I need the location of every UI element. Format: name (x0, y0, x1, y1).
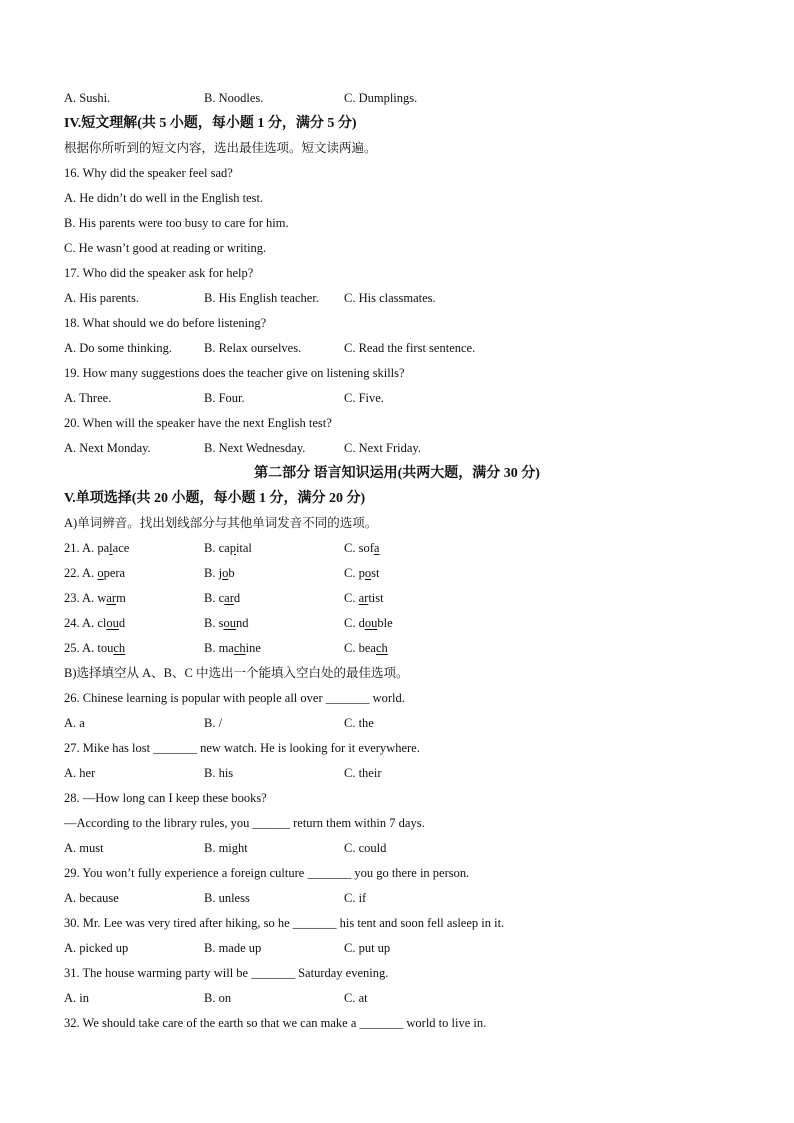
word-prefix: cl (97, 616, 107, 630)
word-prefix: tou (97, 641, 114, 655)
option-a (64, 611, 125, 636)
option-c: C. put up (344, 941, 391, 955)
option-b: B. His parents were too busy to care for him. (64, 216, 289, 230)
word-suffix: ble (377, 616, 393, 630)
word-prefix: B. s (204, 616, 224, 630)
word-suffix: m (116, 591, 126, 605)
option-c: C. His classmates. (344, 291, 436, 305)
option-b: B. on (204, 991, 232, 1005)
option-b: B. Four. (204, 391, 245, 405)
option-c: C. at (344, 991, 368, 1005)
option-c: C. Dumplings. (344, 91, 418, 105)
word-prefix: B. j (204, 566, 223, 580)
question-stem: 29. You won’t fully experience a foreign culture _______ you go there in person. (64, 866, 470, 880)
section-v-title: V.单项选择(共 20 小题，每小题 1 分，满分 20 分) (64, 491, 366, 506)
option-a: A. because (64, 891, 119, 905)
option-a (64, 586, 126, 611)
question-number: 24. A. (64, 616, 98, 630)
word-suffix: d (233, 591, 241, 605)
option-a: A. picked up (64, 941, 129, 955)
option-c: C. their (344, 766, 382, 780)
underlined-segment: ch (113, 641, 126, 655)
option-c (344, 586, 384, 611)
question-number: 25. A. (64, 641, 98, 655)
question-stem: 19. How many suggestions does the teacher give on listening skills? (64, 366, 405, 380)
underlined-segment: ar (106, 591, 117, 605)
part-two-title: 第二部分 语言知识运用(共两大题，满分 30 分) (254, 466, 540, 481)
option-a: A. Next Monday. (64, 441, 151, 455)
word-suffix: ine (245, 641, 261, 655)
option-b: B. His English teacher. (204, 291, 319, 305)
question-stem: 27. Mike has lost _______ new watch. He is looking for it everywhere. (64, 741, 420, 755)
word-prefix: B. ca (204, 541, 230, 555)
question-stem: 32. We should take care of the earth so that we can make a _______ world to live in. (64, 1016, 487, 1030)
word-prefix: C. bea (344, 641, 376, 655)
option-b (204, 561, 235, 586)
question-stem: 18. What should we do before listening? (64, 316, 267, 330)
underlined-segment: o (97, 566, 104, 580)
word-suffix: ace (112, 541, 130, 555)
option-b (204, 636, 261, 661)
option-c: C. Five. (344, 391, 384, 405)
option-c: C. Read the first sentence. (344, 341, 476, 355)
underlined-segment: ou (223, 616, 236, 630)
word-prefix: C. (344, 591, 359, 605)
word-suffix: d (118, 616, 126, 630)
underlined-segment: o (222, 566, 229, 580)
word-prefix: pa (97, 541, 110, 555)
underlined-segment: p (229, 541, 236, 555)
option-b: B. made up (204, 941, 262, 955)
word-suffix: st (371, 566, 380, 580)
option-b: B. unless (204, 891, 250, 905)
option-b (204, 611, 248, 636)
option-a (64, 536, 129, 561)
question-stem: 16. Why did the speaker feel sad? (64, 166, 233, 180)
option-a: A. in (64, 991, 89, 1005)
option-a: A. must (64, 841, 104, 855)
option-b: B. his (204, 766, 234, 780)
option-c: C. He wasn’t good at reading or writing. (64, 241, 267, 255)
word-suffix: pera (103, 566, 126, 580)
word-suffix: b (228, 566, 235, 580)
question-number: 21. A. (64, 541, 98, 555)
word-prefix: B. ma (204, 641, 234, 655)
question-stem-continued: —According to the library rules, you ______ return them within 7 days. (64, 816, 425, 830)
option-c (344, 561, 379, 586)
word-prefix: B. c (204, 591, 225, 605)
word-suffix: nd (235, 616, 249, 630)
option-c (344, 536, 379, 561)
word-prefix: C. d (344, 616, 365, 630)
option-b: B. Noodles. (204, 91, 264, 105)
word-prefix: C. sof (344, 541, 374, 555)
question-stem: 28. —How long can I keep these books? (64, 791, 267, 805)
option-b: B. / (204, 716, 223, 730)
question-stem: 17. Who did the speaker ask for help? (64, 266, 254, 280)
word-prefix: w (97, 591, 107, 605)
option-c (344, 636, 388, 661)
word-prefix: C. p (344, 566, 365, 580)
option-a: A. Three. (64, 391, 112, 405)
underlined-segment: ch (233, 641, 246, 655)
underlined-segment: ar (358, 591, 369, 605)
underlined-segment: ch (375, 641, 388, 655)
option-c: C. Next Friday. (344, 441, 421, 455)
question-number: 23. A. (64, 591, 98, 605)
word-suffix: tist (368, 591, 384, 605)
section-iv-instruction: 根据你所听到的短文内容，选出最佳选项。短文读两遍。 (64, 141, 377, 155)
option-a: A. her (64, 766, 96, 780)
underlined-segment: ar (224, 591, 234, 605)
option-c: C. could (344, 841, 387, 855)
option-b: B. Relax ourselves. (204, 341, 302, 355)
option-a: A. He didn’t do well in the English test. (64, 191, 264, 205)
option-a: A. His parents. (64, 291, 139, 305)
option-a: A. Sushi. (64, 91, 111, 105)
option-b: B. Next Wednesday. (204, 441, 306, 455)
underlined-segment: l (109, 541, 113, 555)
option-a (64, 561, 125, 586)
underlined-segment: ou (106, 616, 119, 630)
option-c (344, 611, 393, 636)
section-v-part-b-instruction: B)选择填空从 A、B、C 中选出一个能填入空白处的最佳选项。 (64, 666, 409, 680)
option-a (64, 636, 125, 661)
underlined-segment: ou (364, 616, 378, 630)
option-a: A. a (64, 716, 85, 730)
option-c: C. the (344, 716, 374, 730)
word-suffix: ital (235, 541, 252, 555)
section-iv-title: IV.短文理解(共 5 小题，每小题 1 分，满分 5 分) (64, 116, 357, 131)
section-v-part-a-instruction: A)单词辨音。找出划线部分与其他单词发音不同的选项。 (64, 516, 378, 530)
underlined-segment: a (373, 541, 380, 555)
question-stem: 20. When will the speaker have the next English test? (64, 416, 332, 430)
question-stem: 30. Mr. Lee was very tired after hiking, so he _______ his tent and soon fell asleep in it. (64, 916, 505, 930)
question-number: 22. A. (64, 566, 98, 580)
option-b (204, 586, 240, 611)
option-a: A. Do some thinking. (64, 341, 172, 355)
option-c: C. if (344, 891, 367, 905)
option-b (204, 536, 252, 561)
underlined-segment: o (364, 566, 372, 580)
question-stem: 31. The house warming party will be _______ Saturday evening. (64, 966, 389, 980)
question-stem: 26. Chinese learning is popular with people all over _______ world. (64, 691, 405, 705)
option-b: B. might (204, 841, 248, 855)
